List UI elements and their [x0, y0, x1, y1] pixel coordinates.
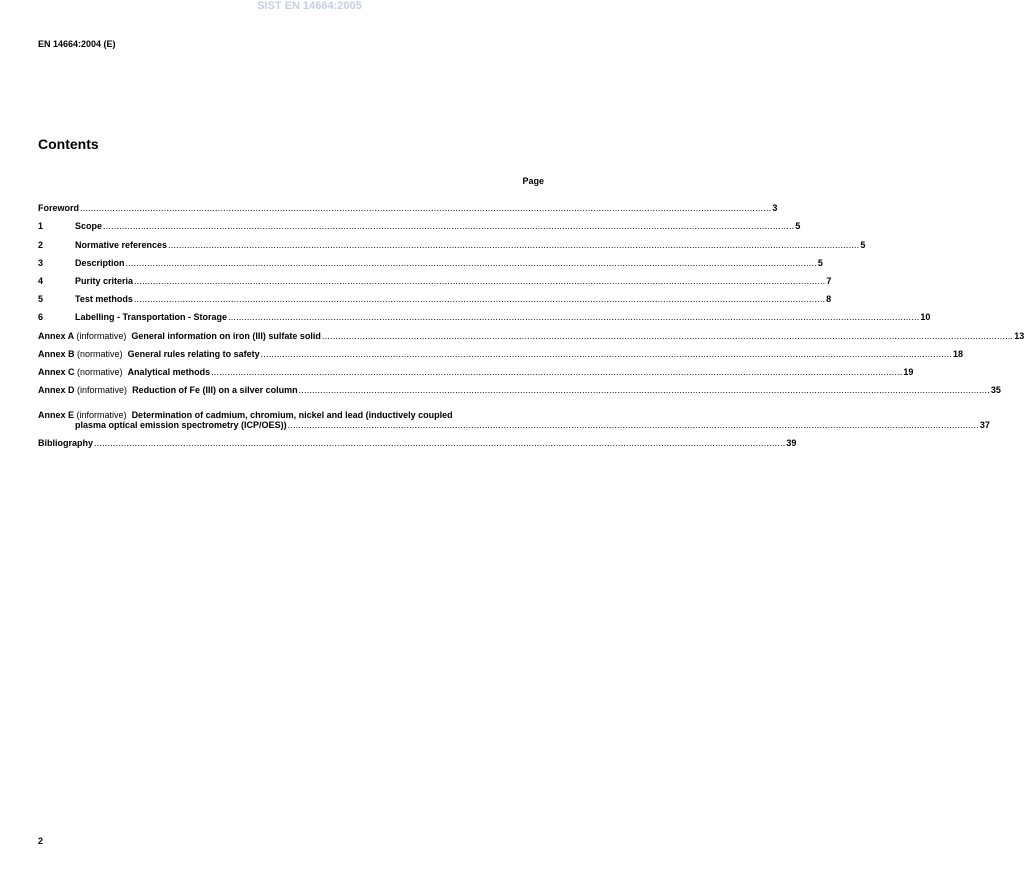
toc-leader-dots [299, 385, 990, 395]
toc-annex-id: Annex E [38, 410, 75, 421]
toc-entry-page: 39 [786, 438, 797, 449]
toc-annex-id: Annex A [38, 330, 74, 341]
toc-annex-id: Annex C [38, 366, 75, 377]
toc-entry-title: Foreword [38, 203, 80, 214]
toc-leader-dots [261, 349, 952, 359]
toc-entry-title: General rules relating to safety [127, 348, 260, 359]
toc-entry-title: Purity criteria [75, 275, 134, 286]
toc-entry-page: 8 [826, 294, 832, 305]
toc-annex-label [38, 367, 128, 377]
toc-entry-title: Test methods [75, 294, 133, 305]
toc-leader-dots [134, 294, 825, 304]
toc-leader-dots [103, 221, 794, 231]
toc-entry-bibliography[interactable] [38, 430, 797, 449]
toc-entry-foreword[interactable] [38, 195, 778, 214]
toc-annex-kind: (informative) [77, 385, 128, 396]
toc-leader-dots [94, 438, 785, 448]
toc-entry-annex-c[interactable] [38, 359, 914, 377]
toc-entry-page: 18 [952, 348, 963, 359]
toc-entry-number: 4 [38, 275, 44, 286]
toc-entry-scope[interactable] [38, 213, 801, 232]
toc-entry-title: Description [75, 257, 125, 268]
toc-leader-dots [134, 276, 825, 286]
toc-entry-page: 13 [1014, 330, 1024, 341]
toc-entry-number: 6 [38, 312, 44, 323]
toc-entry-title: Labelling - Transportation - Storage [75, 312, 228, 323]
contents-title: Contents [38, 136, 99, 152]
toc-entry-title: Analytical methods [127, 366, 211, 377]
toc-entry-purity-criteria[interactable] [38, 268, 832, 286]
toc-entry-labelling[interactable] [38, 304, 931, 323]
toc-leader-dots [211, 367, 902, 377]
toc-entry-page: 5 [817, 257, 823, 268]
toc-entry-annex-a[interactable] [38, 322, 1024, 341]
toc-entry-test-methods[interactable] [38, 286, 832, 305]
toc-annex-label [38, 410, 132, 420]
toc-annex-kind: (informative) [76, 410, 127, 421]
toc-entry-annex-d[interactable] [38, 377, 1001, 396]
table-of-contents [38, 195, 1024, 449]
toc-entry-annex-b[interactable] [38, 341, 963, 359]
toc-annex-kind: (normative) [77, 348, 123, 359]
toc-annex-label [38, 331, 131, 341]
toc-entry-page: 3 [772, 203, 778, 214]
toc-entry-normative-references[interactable] [38, 231, 866, 250]
toc-entry-page: 37 [979, 420, 990, 431]
toc-annex-kind: (normative) [77, 366, 123, 377]
toc-leader-dots [322, 331, 1013, 341]
toc-entry-number: 3 [38, 257, 44, 268]
toc-leader-dots [168, 240, 859, 250]
toc-entry-page: 19 [903, 366, 914, 377]
toc-entry-title-line2: plasma optical emission spectrometry (ICP/OES)) [75, 420, 287, 431]
page-column-label: Page [522, 176, 544, 186]
toc-leader-dots [126, 258, 817, 268]
toc-entry-line2 [38, 420, 990, 430]
toc-entry-annex-e[interactable] [38, 395, 990, 431]
toc-entry-title: Scope [75, 221, 103, 232]
toc-annex-id: Annex B [38, 348, 75, 359]
document-id: EN 14664:2004 (E) [38, 39, 116, 49]
toc-entry-number: 2 [38, 239, 44, 250]
toc-entry-page: 7 [826, 275, 832, 286]
toc-leader-dots [80, 203, 771, 213]
page-number: 2 [38, 836, 44, 846]
toc-entry-line1 [38, 410, 990, 420]
toc-entry-title: General information on iron (III) sulfate solid [131, 330, 321, 341]
toc-annex-kind: (informative) [76, 330, 127, 341]
toc-leader-dots [288, 420, 979, 430]
toc-entry-title: Reduction of Fe (III) on a silver column [132, 385, 298, 396]
toc-entry-two-line [38, 410, 990, 430]
toc-entry-page: 10 [920, 312, 931, 323]
toc-entry-number: 1 [38, 221, 44, 232]
toc-entry-title: Bibliography [38, 438, 94, 449]
toc-entry-page: 5 [860, 239, 866, 250]
toc-annex-id: Annex D [38, 385, 75, 396]
toc-entry-page: 5 [795, 221, 801, 232]
toc-entry-page: 35 [990, 385, 1001, 396]
toc-annex-label [38, 385, 132, 395]
watermark: SIST EN 14664:2005 [257, 0, 362, 12]
toc-leader-dots [228, 312, 919, 322]
toc-entry-description[interactable] [38, 250, 823, 268]
toc-entry-number: 5 [38, 294, 44, 305]
toc-annex-label [38, 349, 128, 359]
toc-entry-title: Determination of cadmium, chromium, nickel and lead (inductively coupled [131, 410, 453, 421]
toc-entry-title: Normative references [75, 239, 168, 250]
